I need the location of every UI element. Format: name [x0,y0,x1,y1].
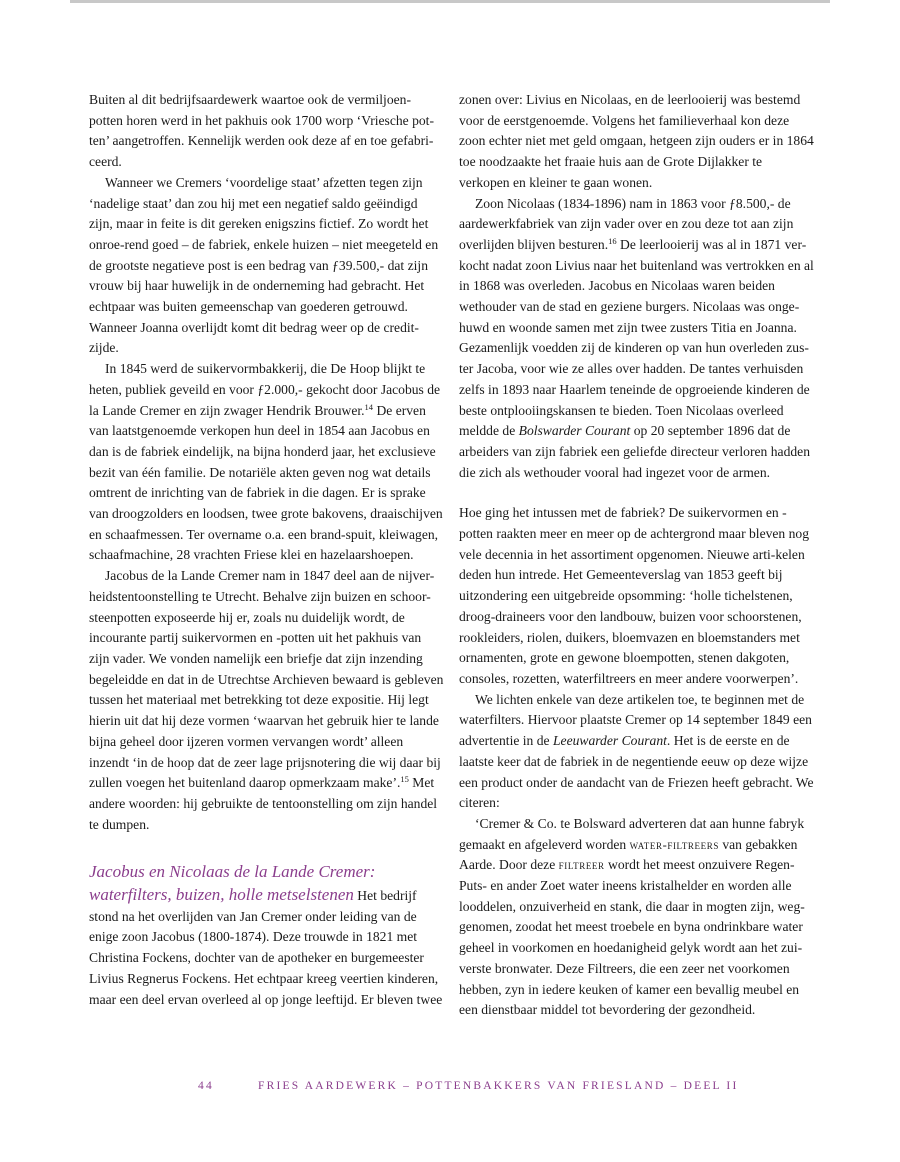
paragraph: In 1845 werd de suikervormbakkerij, die De Hoop blijkt te heten, publiek geveild en voor ƒ2.000,- gekocht door Jacobus de la Lande Cremer en zijn zwager Hendrik Brouwer.$^{14}$ De erven van laatstgenoemde verkopen hun deel in 1854 aan Jacobus en dan is de fabriek eindelijk, na bijna honderd jaar, het exclusieve bezit van één familie. De notariële akten geven nog wat details omtrent de inrichting van de fabriek in die dagen. Er is sprake van droogzolders en loodsen, twee grote bakovens, draaischijven en schaafmessen. Ter overname o.a. een brand-spuit, kleiwagen, schaafmachine, 28 vrachten Friese klei en hazelaarshoepen. [89,361,443,563]
paragraph: zonen over: Livius en Nicolaas, en de leerlooierij was bestemd voor de eerstgenoemde. Volgens het familieverhaal kon deze zoon echter niet met geld omgaan, hetgeen zijn ouders er in 1864 toe noodzaakte het fraaie huis aan de Grote Dijlakker te verkopen en kleiner te gaan wonen. [459,92,814,190]
paragraph: Wanneer we Cremers ‘voordelige staat’ afzetten tegen zijn ‘nadelige staat’ dan zou hij met een negatief saldo geëindigd zijn, maar in feite is dit gereken enigszins fictief. Zo wordt het onroe-rend goed – de fabriek, enkele huizen – niet meegeteld en de grootste negatieve post is een bedrag van ƒ39.500,- dat zijn vrouw bij haar huwelijk in de onderneming had gebracht. Het echtpaar was buiten gemeenschap van goederen getrouwd. Wanneer Joanna overlijdt komt dit bedrag weer op de credit-zijde. [89,174,439,356]
small-caps-term: water-filtreers [629,837,719,852]
paragraph: Jacobus de la Lande Cremer nam in 1847 deel aan de nijver-heidstentoonstelling te Utrecht. Behalve zijn buizen en schoor-steenpotten exposeerde hij er, zoals nu duidelijk wordt, de incourante partij suikervormen en -potten uit het pakhuis van zijn vader. We vonden namelijk een briefje dat zijn inzending begeleidde en dat in de Utrechtse Archieven bewaard is gebleven tussen het materiaal met betrekking tot deze expositie. Hij legt hierin uit dat hij deze vormen ‘waarvan het gebruik hier te lande bijna geheel door ijzeren vormen vervangen wordt’ alleen inzendt ‘in de hoop dat de zeer lage prijsnotering die wij daar bij zullen voegen het buitenland daarop opmerkzaam make’.$^{15}$ Met andere woorden: hij gebruikte de tentoonstelling om zijn handel te dumpen. [89,568,444,832]
paragraph: Zoon Nicolaas (1834-1896) nam in 1863 voor ƒ8.500,- de aardewerkfabriek van zijn vader over en zou deze tot aan zijn overlijden blijven besturen.$^{16}$ De leerlooierij was al in 1871 ver-kocht nadat zoon Livius naar het buitenland was vertrokken en al in 1868 was overleden. Jacobus en Nicolaas waren beiden wethouder van de stad en geziene burgers. Nicolaas was onge-huwd en woonde samen met zijn twee zusters Titia en Joanna. Gezamenlijk voedden zij de kinderen op van hun overleden zus-ter Jacoba, voor wie ze alles over hadden. De tantes verhuisden zelfs in 1893 naar Haarlem teneinde de opgroeiende kinderen de beste ontplooiingskansen te bieden. Toen Nicolaas overleed meldde de Bolswarder Courant op 20 september 1896 dat de arbeiders van zijn fabriek een geliefde directeur verloren hadden die zich als wethouder vooral had ingezet voor de armen. [459,195,814,480]
newspaper-title: Leeuwarder Courant [552,733,667,749]
page-footer [0,1080,900,1100]
paragraph: Hoe ging het intussen met de fabriek? De suikervormen en -potten raakten meer en meer op de achtergrond maar bleven nog vele decennia in het assortiment opgenomen. Nieuwe arti-kelen deden hun intrede. Het Gemeenteverslag van 1853 geeft bij uitzondering een uitgebreide opsomming: ‘holle tichelstenen, droog-draineers voor den landbouw, buizen voor schoorstenen, rookleiders, riolen, duikers, bloemvazen en bloemstanders met ornamenten, grote en gewone bloempotten, stenen dakgoten, consoles, rozetten, waterfiltreers en meer andere voorwerpen’. [459,505,810,686]
section-heading: Jacobus en Nicolaas de la Lande Cremer: waterfilters, buizen, holle metselstenen [89,862,376,905]
newspaper-title: Bolswarder Courant [518,423,631,439]
quote-paragraph: ‘Cremer & Co. te Bolsward adverteren dat aan hunne fabryk gemaakt en afgeleverd worden water-filtreers van gebakken Aarde. Door deze filtreer wordt het meest onzuivere Regen-Puts- en ander Zoet water ineens kristalhelder en worden alle looddelen, onzuiverheid en stank, die daar in mogten zijn, weg-genomen, zoodat het meest troebele en byna ondrinkbare water geheel in voorkomen en hoedanigheid gelyk wordt aan het zui-verste bronwater. Deze Filtreers, die een zeer net voorkomen hebben, zyn in iedere keuken of kamer een bevallig meubel en een dienstbaar middel tot bevordering der gezondheid. [459,815,805,1018]
right-column [459,90,815,1021]
scan-edge-line [70,0,830,3]
paragraph: Buiten al dit bedrijfsaardewerk waartoe ook de vermiljoen-potten horen werd in het pakhuis ook 1700 worp ‘Vriesche pot-ten’ aangetroffen. Kennelijk werden ook deze af en toe gefabri-ceerd. [89,92,434,170]
left-column [89,90,444,1010]
footnote-ref-15[interactable]: 15 [400,774,409,785]
running-title: FRIES AARDEWERK – POTTENBAKKERS VAN FRIESLAND – DEEL II [258,1080,739,1092]
section-paragraph: Jacobus en Nicolaas de la Lande Cremer: waterfilters, buizen, holle metselstenen Het bedrijf stond na het overlijden van Jan Cremer onder leiding van de enige zoon Jacobus (1800-1874). Deze trouwde in 1821 met Christina Fockens, dochter van de apotheker en burgemeester Livius Regnerus Fockens. Het echtpaar kreeg veertien kinderen, maar een deel ervan overleed al op jonge leeftijd. Er bleven twee [89,862,443,1007]
footnote-ref-14[interactable]: 14 [364,401,374,412]
footnote-ref-16[interactable]: 16 [608,235,617,246]
paragraph: We lichten enkele van deze artikelen toe, te beginnen met de waterfilters. Hiervoor plaatste Cremer op 14 september 1849 een advertentie in de Leeuwarder Courant. Het is de eerste en de laatste keer dat de fabriek in de negentiende eeuw op deze wijze een product onder de aandacht van de Friezen heeft gebracht. We citeren: [459,691,814,811]
page-number: 44 [198,1080,214,1092]
small-caps-term: filtreer [558,858,605,873]
